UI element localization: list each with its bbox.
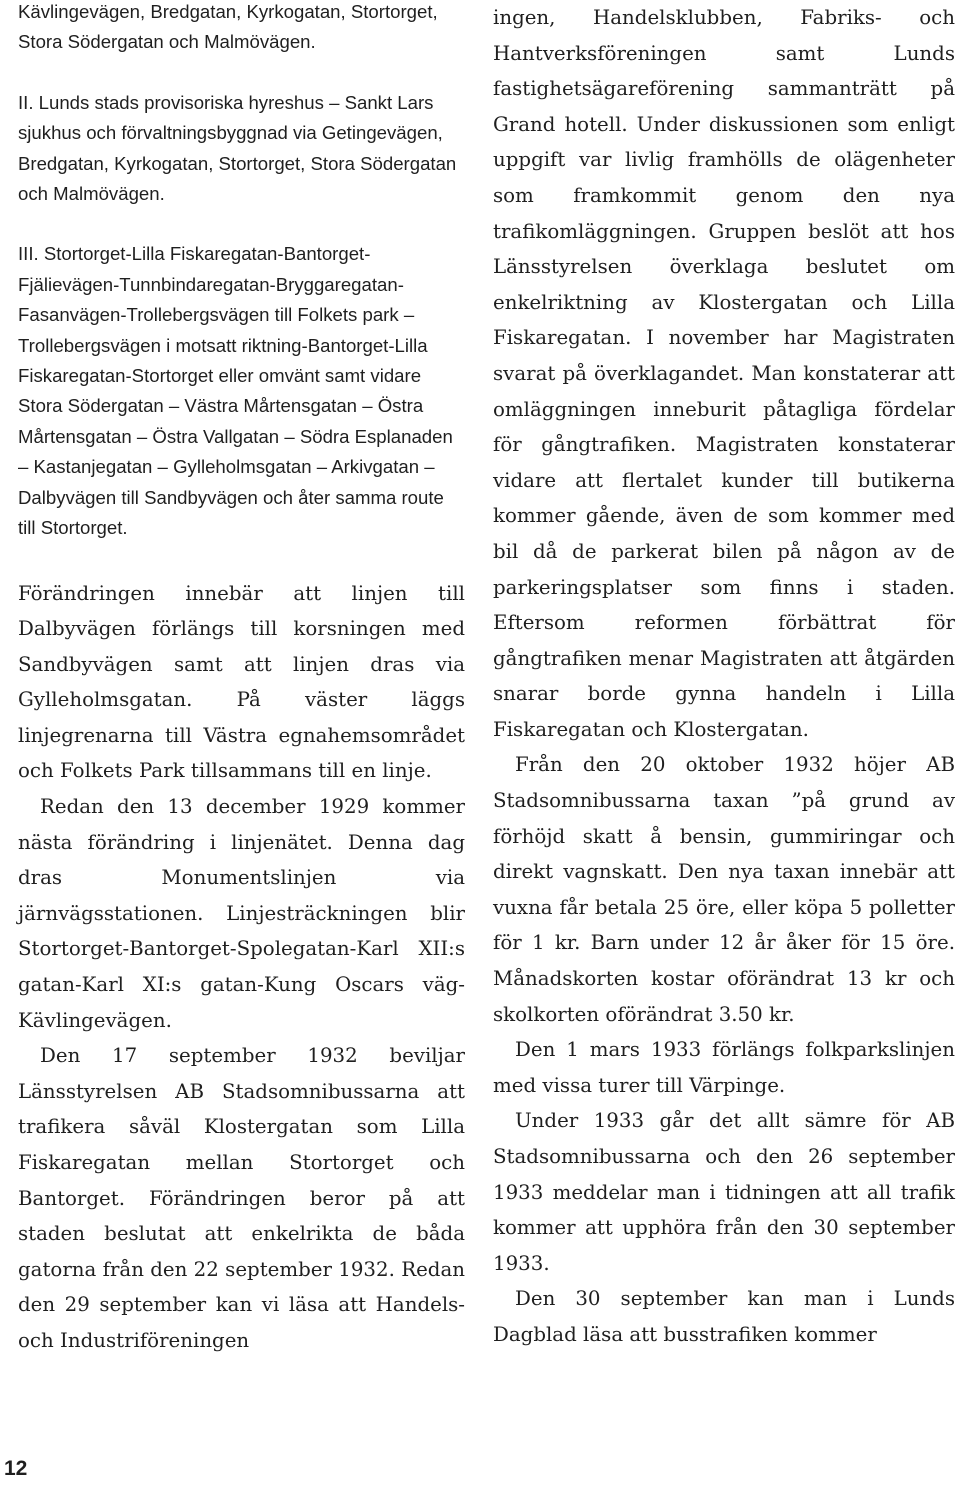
page-number: 12: [4, 1457, 28, 1480]
paragraph: Redan den 13 december 1929 kommer nästa förändring i linjenätet. Denna dag dras Monumentslinjen via järnvägsstationen. Linjesträckningen blir Stortorget-Bantorget-Spolegatan-Karl XII:s gatan-Karl XI:s gatan-Kung Oscars väg-Kävlingevägen.: [18, 795, 465, 1032]
right-body-text: [493, 0, 955, 1353]
paragraph: Den 1 mars 1933 förlängs folkparkslinjen med vissa turer till Värpinge.: [493, 1038, 955, 1097]
right-column: [493, 0, 955, 1353]
paragraph: Förändringen innebär att linjen till Dalbyvägen förlängs till korsningen med Sandbyvägen samt att linjen dras via Gylleholmsgatan. På väster läggs linjegrenarna till Västra egnahemsområdet och Folkets Park tillsammans till en linje.: [18, 581, 465, 783]
route-iii: III. Stortorget-Lilla Fiskaregatan-Bantorget-Fjälievägen-Tunnbindaregatan-Bryggaregatan-Fasanvägen-Trollebergsvägen till Folkets park – Trollebergsvägen i motsatt riktning-Bantorget-Lilla Fiskaregatan-Stortorget eller omvänt samt vidare Stora Södergatan – Västra Mårtensgatan – Östra Mårtensgatan – Östra Vallgatan – Södra Esplanaden – Kastanjegatan – Gylleholmsgatan – Arkivgatan – Dalbyvägen till Sandbyvägen och åter samma route till Stortorget.: [18, 243, 453, 539]
left-body-text: [18, 576, 465, 1359]
paragraph: Under 1933 går det allt sämre för AB Stadsomnibussarna och den 26 september 1933 meddelar man i tidningen att all trafik kommer att upphöra från den 30 september 1933.: [493, 1109, 955, 1275]
paragraph: Den 30 september kan man i Lunds Dagblad läsa att busstrafiken kommer: [493, 1287, 955, 1346]
left-column: [18, 0, 465, 1359]
paragraph: Från den 20 oktober 1932 höjer AB Stadsomnibussarna taxan ”på grund av förhöjd skatt å bensin, gummiringar och direkt vagnskatt. Den nya taxan innebär att vuxna får betala 25 öre, eller köpa 5 polletter för 1 kr. Barn under 12 år åker för 15 öre. Månadskorten kostar oförändrat 13 kr och skolkorten oförändrat 3.50 kr.: [493, 753, 955, 1026]
paragraph: ingen, Handelsklubben, Fabriks- och Hantverksföreningen samt Lunds fastighetsägareförening sammanträtt på Grand hotell. Under diskussionen som enligt uppgift var livlig framhölls de olägenheter som framkommit genom den nya trafikomläggningen. Gruppen beslöt att hos Länsstyrelsen överklaga beslutet om enkelriktning av Klostergatan och Lilla Fiskaregatan. I november har Magistraten svarat på överklagandet. Man konstaterar att omläggningen inneburit påtagliga fördelar för gångtrafiken. Magistraten konstaterar vidare att flertalet kunder till butikerna kommer gående, även de som kommer med bil då de parkerat bilen på någon av de parkeringsplatser som finns i staden. Eftersom reformen förbättrat för gångtrafiken menar Magistraten att åtgärden snarar borde gynna handeln i Lilla Fiskaregatan och Klostergatan.: [493, 6, 955, 741]
route-i-tail: Kävlingevägen, Bredgatan, Kyrkogatan, Stortorget, Stora Södergatan och Malmövägen.: [18, 1, 438, 53]
paragraph: Den 17 september 1932 beviljar Länsstyrelsen AB Stadsomnibussarna att trafikera såväl Klostergatan som Lilla Fiskaregatan mellan Stortorget och Bantorget. Förändringen beror på att staden beslutat att enkelrikta de båda gatorna från den 22 september 1932. Redan den 29 september kan vi läsa att Handels- och Industriföreningen: [18, 1044, 465, 1352]
route-ii: II. Lunds stads provisoriska hyreshus – Sankt Lars sjukhus och förvaltningsbyggnad via Getingevägen, Bredgatan, Kyrkogatan, Stortorget, Stora Södergatan och Malmövägen.: [18, 91, 457, 205]
route-list: [18, 0, 465, 544]
